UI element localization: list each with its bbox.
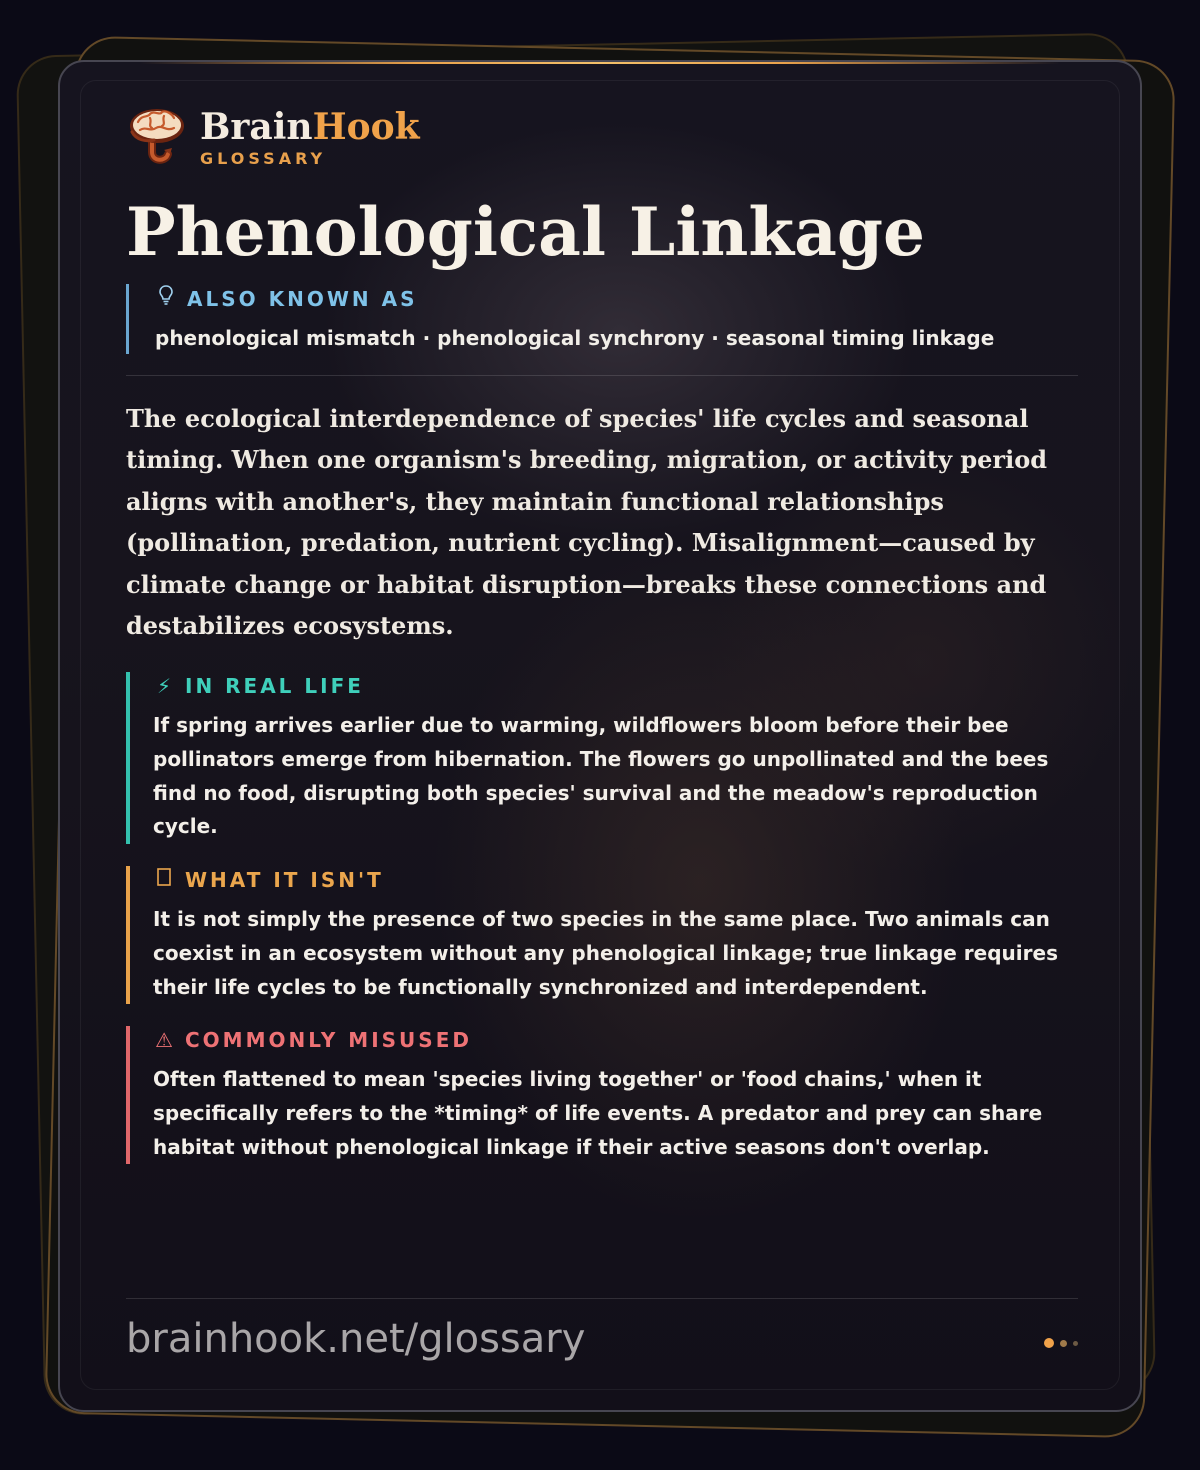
in-real-life-label: IN REAL LIFE xyxy=(185,674,364,698)
page-dots xyxy=(1038,1338,1078,1348)
what-it-isnt-block xyxy=(126,866,1078,1004)
in-real-life-block xyxy=(126,672,1078,844)
what-it-isnt-text: It is not simply the presence of two species in the same place. Two animals can coexist in an ecosystem without any phenological linkage; true linkage requires their life cycles to be functionally synchronized and interdependent. xyxy=(153,907,1058,999)
term-title: Phenological Linkage xyxy=(126,193,926,271)
commonly-misused-text: Often flattened to mean 'species living together' or 'food chains,' when it specifically refers to the *timing* of life events. A predator and prey can share habitat without phenological linkage if their active seasons don't overlap. xyxy=(153,1067,1043,1159)
lightning-icon: ⚡ xyxy=(156,674,172,698)
what-it-isnt-label: WHAT IT ISN'T xyxy=(185,868,384,892)
brand-text xyxy=(200,107,420,168)
aka-terms: phenological mismatch · phenological synchrony · seasonal timing linkage xyxy=(155,326,995,350)
header-divider xyxy=(126,375,1078,376)
brain-hook-logo-icon xyxy=(126,106,186,168)
definition-text: The ecological interdependence of species' life cycles and seasonal timing. When one organism's breeding, migration, or activity period aligns with another's, they maintain functional relationships (pollination, predation, nutrient cycling). Misalignment—caused by climate change or habitat disruption—breaks these connections and destabilizes ecosystems. xyxy=(126,404,1047,641)
dot-medium xyxy=(1060,1340,1067,1347)
warning-icon: ⚠ xyxy=(155,1028,173,1052)
in-real-life-text: If spring arrives earlier due to warming, wildflowers bloom before their bee pollinators emerge from hibernation. The flowers go unpollinated and the bees find no food, disrupting both species' survival and the meadow's reproduction cycle. xyxy=(153,713,1049,839)
prohibited-icon xyxy=(153,866,175,894)
commonly-misused-block xyxy=(126,1026,1078,1164)
glossary-card xyxy=(58,60,1142,1412)
brand-name xyxy=(200,107,420,147)
dot-active xyxy=(1044,1338,1054,1348)
what-it-isnt-heading xyxy=(153,866,1078,894)
brand-header xyxy=(126,106,420,168)
in-real-life-heading xyxy=(153,672,1078,700)
commonly-misused-heading xyxy=(153,1026,1078,1054)
footer-divider xyxy=(126,1298,1078,1299)
brand-name-part1: Brain xyxy=(200,105,313,148)
brand-name-part2: Hook xyxy=(312,105,420,148)
lightbulb-icon xyxy=(155,284,177,313)
aka-heading-label: ALSO KNOWN AS xyxy=(187,286,418,311)
aka-heading xyxy=(155,284,1078,313)
card-accent-line xyxy=(140,62,1060,64)
also-known-as-block xyxy=(126,284,1078,354)
brand-subtitle: GLOSSARY xyxy=(200,148,327,168)
dot-small xyxy=(1073,1341,1078,1346)
commonly-misused-label: COMMONLY MISUSED xyxy=(185,1028,472,1052)
footer-url: brainhook.net/glossary xyxy=(126,1316,586,1362)
